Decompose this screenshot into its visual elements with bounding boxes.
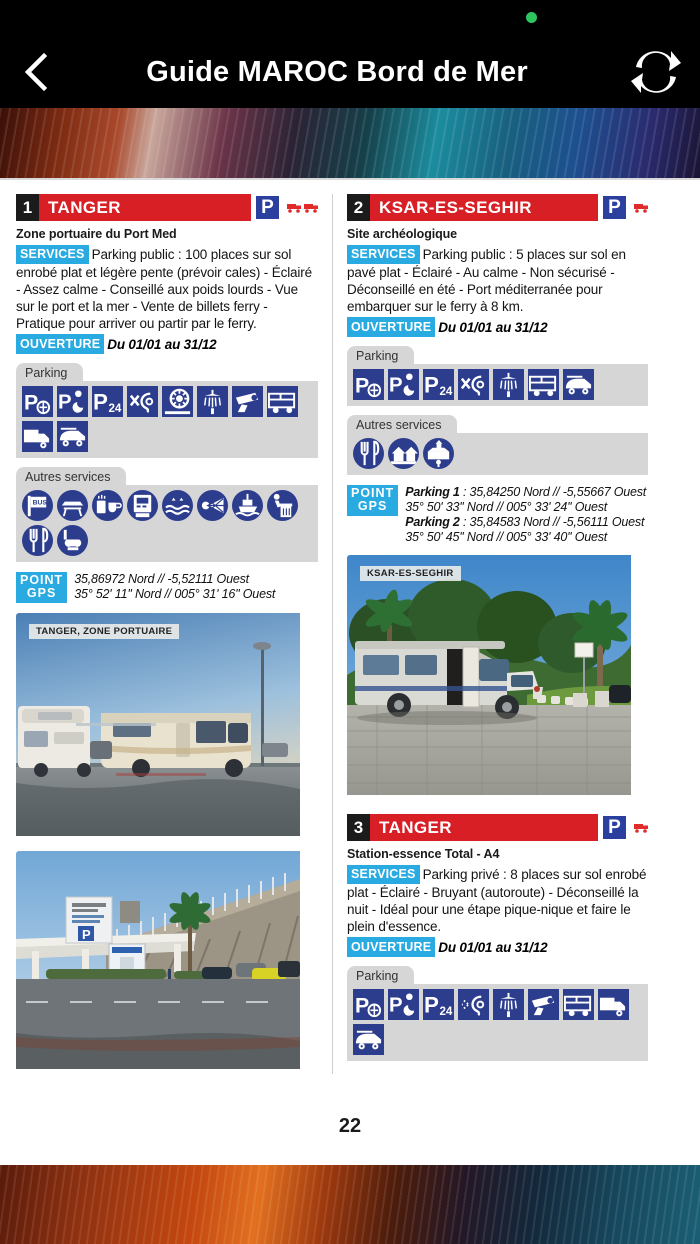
parking-24h-icon — [423, 369, 454, 400]
other-services-icon-grid — [347, 433, 648, 475]
waste-bin-icon — [267, 490, 298, 521]
truck-icon — [22, 421, 53, 452]
shower-icon — [493, 989, 524, 1020]
entry-photo — [16, 851, 318, 1074]
tyre-service-icon — [162, 386, 193, 417]
camper-rating-marks — [628, 814, 648, 841]
services-description: Parking public : 5 places sur sol en pavé plat - Éclairé - Au calme - Non sécurisé - Déconseillé en été - Port méditerranée pour embarquer sur le ferry à 8 km. — [347, 247, 626, 314]
services-description: Parking public : 100 places sur sol enrobé plat et légère pente (prévoir cales) - Éclairé - Assez calme - Conseillé aux poids lourds - Vue sur le port et la mer - Vente de billets ferry - Pratique pour arriver ou partir par le ferry. — [16, 247, 312, 331]
gps-badge-line2: GPS — [357, 499, 388, 513]
top-color-banner — [0, 108, 700, 180]
wc-icon — [57, 525, 88, 556]
shower-icon — [493, 369, 524, 400]
services-tag: SERVICES — [347, 865, 420, 884]
services-description: Parking privé : 8 places sur sol enrobé plat - Éclairé - Bruyant (autoroute) - Déconseillé la nuit - Idéal pour une étape pique-nique et faire le plein d'essence. — [347, 867, 647, 934]
opening-tag: OUVERTURE — [347, 937, 435, 957]
parking-24h-icon — [423, 989, 454, 1020]
shower-icon — [197, 386, 228, 417]
guide-page — [0, 180, 700, 1165]
svg-text:P: P — [423, 992, 439, 1018]
svg-text:P: P — [23, 390, 39, 415]
parking-day-night-icon — [57, 386, 88, 417]
other-services-panel — [347, 415, 648, 475]
opening-dates: Du 01/01 au 31/12 — [438, 320, 548, 335]
gps-decimal: 35,86972 Nord // -5,52111 Ouest — [74, 572, 249, 586]
cctv-icon — [232, 386, 263, 417]
svg-text:P: P — [388, 994, 403, 1017]
photo-motorhome-ksar — [347, 555, 631, 795]
ferry-port-icon — [232, 490, 263, 521]
picnic-bench-icon — [57, 490, 88, 521]
gps-block — [347, 485, 648, 545]
svg-text:BUS: BUS — [32, 499, 47, 507]
camper-rating-marks — [281, 194, 318, 221]
gps-badge-line1: POINT — [20, 573, 64, 587]
motorhome-icon — [528, 369, 559, 400]
entry-photo — [16, 613, 318, 841]
entry-subtitle: Zone portuaire du Port Med — [16, 227, 177, 241]
entry-header — [347, 814, 648, 841]
svg-text:P: P — [57, 391, 72, 414]
parking-day-night-icon — [388, 369, 419, 400]
parking-icon-grid — [347, 364, 648, 406]
services-tag: SERVICES — [347, 245, 420, 264]
motorhome-icon — [267, 386, 298, 417]
svg-text:24: 24 — [439, 1005, 453, 1019]
recording-indicator-dot — [526, 12, 537, 23]
parking-paid-icon — [22, 386, 53, 417]
photo-port-terminal — [16, 851, 300, 1069]
parking-panel-label: Parking — [347, 966, 414, 985]
gps-dms: 35° 52' 11'' Nord // 005° 31' 16'' Ouest — [74, 587, 276, 601]
parking-icon-grid — [16, 381, 318, 458]
parking-panel-label: Parking — [347, 346, 414, 365]
noise-icon — [458, 989, 489, 1020]
other-services-panel-label: Autres services — [16, 467, 126, 486]
refresh-button[interactable] — [612, 47, 700, 97]
parking-badge-letter: P — [608, 817, 621, 838]
gps-block — [16, 572, 318, 603]
motorhome-icon — [563, 989, 594, 1020]
gps-dms: 35° 50' 45'' Nord // 005° 33' 40'' Ouest — [405, 530, 608, 544]
entry-services-text — [16, 245, 318, 332]
van-icon — [57, 421, 88, 452]
restaurant-icon — [22, 525, 53, 556]
photo-caption: TANGER, ZONE PORTUAIRE — [29, 624, 179, 639]
parking-badge — [601, 814, 628, 841]
gps-coordinates — [74, 572, 275, 602]
page-title: Guide MAROC Bord de Mer — [146, 55, 528, 88]
entry-town-name: TANGER — [370, 814, 598, 841]
parking-panel — [347, 966, 648, 1061]
entry-opening-line — [347, 937, 648, 957]
restaurant-icon — [353, 438, 384, 469]
village-tourism-icon — [423, 438, 454, 469]
entry-card-2 — [347, 194, 648, 800]
navigation-bar — [0, 36, 700, 108]
svg-text:P: P — [354, 373, 370, 398]
red-camper-icon — [634, 203, 648, 213]
red-camper-icon — [634, 823, 648, 833]
back-button[interactable] — [0, 52, 70, 92]
van-icon — [563, 369, 594, 400]
entry-header — [347, 194, 648, 221]
other-services-icon-grid — [16, 485, 318, 562]
no-noise-icon — [127, 386, 158, 417]
opening-dates: Du 01/01 au 31/12 — [107, 337, 217, 352]
svg-text:P: P — [354, 993, 370, 1018]
entry-opening-line — [347, 317, 648, 337]
red-camper-icon — [304, 203, 318, 213]
atm-icon — [127, 490, 158, 521]
entry-header — [16, 194, 318, 221]
parking-paid-icon — [353, 989, 384, 1020]
right-column — [332, 194, 648, 1074]
gps-parking-label: Parking 1 — [405, 485, 460, 499]
parking-paid-icon — [353, 369, 384, 400]
refresh-icon — [629, 47, 683, 97]
picnic-area-icon — [388, 438, 419, 469]
photo-motorhomes-port — [16, 613, 300, 836]
parking-24h-icon — [92, 386, 123, 417]
gps-badge-line2: GPS — [26, 586, 57, 600]
left-column — [16, 194, 332, 1074]
other-services-panel-label: Autres services — [347, 415, 457, 434]
svg-text:24: 24 — [108, 402, 122, 416]
entry-card-1 — [16, 194, 318, 1074]
services-tag: SERVICES — [16, 245, 89, 264]
parking-badge-letter: P — [608, 197, 621, 218]
parking-badge-letter: P — [261, 197, 274, 218]
entry-subtitle: Station-essence Total - A4 — [347, 847, 500, 861]
bar-cafe-icon — [92, 490, 123, 521]
parking-icon-grid — [347, 984, 648, 1061]
van-icon — [353, 1024, 384, 1055]
opening-tag: OUVERTURE — [347, 317, 435, 337]
chevron-left-icon — [22, 52, 48, 92]
gps-dms: 35° 50' 33'' Nord // 005° 33' 24'' Ouest — [405, 500, 608, 514]
entry-services-text — [347, 245, 648, 315]
entry-card-3 — [347, 814, 648, 1061]
parking-badge — [254, 194, 281, 221]
parking-panel-label: Parking — [16, 363, 83, 382]
opening-tag: OUVERTURE — [16, 334, 104, 354]
parking-day-night-icon — [388, 989, 419, 1020]
page-columns — [0, 180, 700, 1074]
parking-panel — [347, 346, 648, 406]
gps-parking-label: Parking 2 — [405, 515, 460, 529]
svg-text:P: P — [388, 374, 403, 397]
gps-decimal: : 35,84250 Nord // -5,55667 Ouest — [459, 485, 647, 499]
parking-panel — [16, 363, 318, 458]
other-services-panel — [16, 467, 318, 562]
svg-text:24: 24 — [439, 385, 453, 399]
gps-decimal: : 35,84583 Nord // -5,56111 Ouest — [459, 515, 645, 529]
camper-rating-marks — [628, 194, 648, 221]
parking-badge — [601, 194, 628, 221]
entry-town-name: KSAR-ES-SEGHIR — [370, 194, 598, 221]
entry-town-name: TANGER — [39, 194, 251, 221]
entry-services-text — [347, 865, 648, 935]
opening-dates: Du 01/01 au 31/12 — [438, 940, 548, 955]
truck-icon — [598, 989, 629, 1020]
gps-badge-line1: POINT — [351, 486, 395, 500]
entry-number: 2 — [347, 194, 370, 221]
gps-coordinates — [405, 485, 646, 545]
entry-photo — [347, 555, 648, 800]
entry-subtitle: Site archéologique — [347, 227, 458, 241]
entry-opening-line — [16, 334, 318, 354]
gps-badge — [16, 572, 67, 603]
entry-number: 1 — [16, 194, 39, 221]
svg-text:P: P — [423, 372, 439, 398]
svg-text:P: P — [82, 927, 91, 942]
status-bar — [0, 0, 700, 36]
entry-number: 3 — [347, 814, 370, 841]
swimming-sea-icon — [162, 490, 193, 521]
photo-caption: KSAR-ES-SEGHIR — [360, 566, 461, 581]
page-number: 22 — [338, 1115, 362, 1137]
red-camper-icon — [287, 203, 301, 213]
cctv-icon — [528, 989, 559, 1020]
svg-text:P: P — [92, 389, 108, 415]
no-noise-icon — [458, 369, 489, 400]
viewpoint-icon — [197, 490, 228, 521]
bottom-color-banner — [0, 1165, 700, 1244]
bus-stop-icon — [22, 490, 53, 521]
gps-badge — [347, 485, 398, 516]
